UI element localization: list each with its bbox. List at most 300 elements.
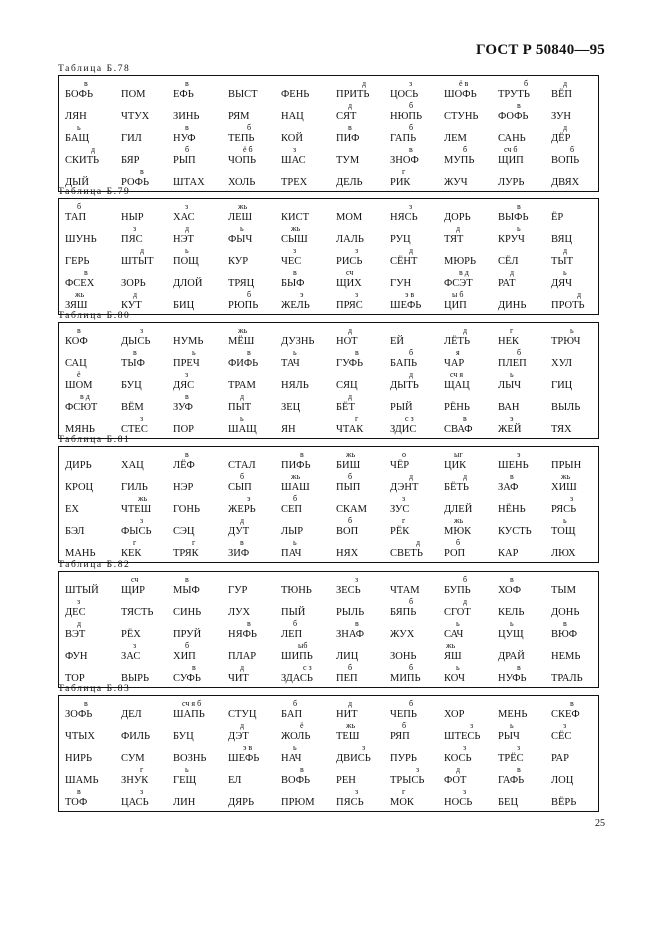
test-word: БИЦ (173, 300, 195, 311)
transcription-mark: жь (138, 494, 148, 503)
test-word: ГИЛ (121, 133, 142, 144)
transcription-mark: в (84, 699, 88, 708)
test-word: БЁТЬ (444, 482, 469, 493)
test-word: ХОЛЬ (228, 177, 256, 188)
test-word: СКЕФ (551, 709, 580, 720)
test-word: ЖУХ (390, 629, 415, 640)
test-word: ХИП (173, 651, 196, 662)
test-word: ТОЩ (551, 526, 576, 537)
test-word: ЛИН (173, 797, 196, 808)
test-word: МЮК (444, 526, 472, 537)
document-header: ГОСТ Р 50840—95 (475, 42, 605, 58)
test-word: ЯШ (444, 651, 462, 662)
test-word: ЖУЧ (444, 177, 468, 188)
test-word: СЁНТ (390, 256, 418, 267)
test-word: ВЭТ (65, 629, 86, 640)
test-word: СТЕС (121, 424, 148, 435)
test-word: НУМЬ (173, 336, 204, 347)
test-word: ВОФЬ (281, 775, 311, 786)
test-word: БЭЛ (65, 526, 85, 537)
transcription-mark: сч (131, 575, 139, 584)
table-row (59, 664, 598, 686)
test-word: ГУН (390, 278, 412, 289)
test-word: ЧОПЬ (228, 155, 257, 166)
transcription-mark: б (517, 348, 522, 357)
test-word: ШТАХ (173, 177, 205, 188)
transcription-mark: ыг (454, 450, 463, 459)
test-word: ЗИНЬ (173, 111, 200, 122)
test-word: ЧТЫХ (65, 731, 95, 742)
transcription-mark: в (463, 414, 467, 423)
test-word: ШАШ (281, 482, 310, 493)
test-word: ТРЕХ (281, 177, 308, 188)
test-word: ЖОЛЬ (281, 731, 311, 742)
test-word: ДИРЬ (65, 460, 92, 471)
test-word: ЕХ (65, 504, 79, 515)
transcription-mark: г (192, 538, 196, 547)
test-word: БЯПЬ (390, 607, 417, 618)
transcription-mark: э (510, 414, 514, 423)
transcription-mark: в (517, 101, 521, 110)
test-word: ЛИЦ (336, 651, 359, 662)
transcription-mark: з (185, 370, 189, 379)
test-word: НИТ (336, 709, 358, 720)
transcription-mark: сч я б (182, 699, 202, 708)
transcription-mark: с з (405, 414, 414, 423)
transcription-mark: б (456, 538, 461, 547)
transcription-mark: б (409, 123, 414, 132)
transcription-mark: д (348, 326, 353, 335)
test-word: ЯН (281, 424, 296, 435)
test-word: КОСЬ (444, 753, 472, 764)
table-row (59, 225, 598, 247)
test-word: КЕК (121, 548, 142, 559)
table-row (59, 146, 598, 168)
test-word: СЫП (228, 482, 252, 493)
test-word: КИСТ (281, 212, 310, 223)
transcription-mark: в (348, 123, 352, 132)
transcription-mark: з (355, 575, 359, 584)
test-word: ФЫСЬ (121, 526, 152, 537)
transcription-mark: д (463, 326, 468, 335)
transcription-mark: з (140, 516, 144, 525)
transcription-mark: б (409, 699, 414, 708)
transcription-mark: ь (563, 268, 567, 277)
transcription-mark: д (563, 123, 568, 132)
test-word: САЦ (65, 358, 87, 369)
test-word: БИШ (336, 460, 361, 471)
test-word: ВЁРЬ (551, 797, 577, 808)
test-word: НОСЬ (444, 797, 473, 808)
transcription-mark: г (402, 787, 406, 796)
transcription-mark: г (355, 414, 359, 423)
table-row (59, 393, 598, 415)
test-word: ЗДИС (390, 424, 417, 435)
transcription-mark: в (247, 348, 251, 357)
transcription-mark: ь (456, 619, 460, 628)
table-caption: Таблица Б.83 (58, 684, 131, 694)
test-word: РЯСЬ (551, 504, 577, 515)
test-word: РЫЛЬ (336, 607, 365, 618)
transcription-mark: я (456, 348, 460, 357)
test-word: ЩИР (121, 585, 146, 596)
test-word: БАЩ (65, 133, 90, 144)
test-word: ШИПЬ (281, 651, 313, 662)
transcription-mark: жь (346, 721, 356, 730)
test-word: ДРАЙ (498, 651, 525, 662)
test-word: ЗОНЬ (390, 651, 417, 662)
transcription-mark: сч я (450, 370, 464, 379)
test-word: ХУЛ (551, 358, 572, 369)
transcription-mark: э (247, 494, 251, 503)
test-word: ВЮФ (551, 629, 578, 640)
transcription-mark: д (77, 619, 82, 628)
transcription-mark: з (140, 326, 144, 335)
transcription-mark: д (409, 370, 414, 379)
table-caption: Таблица Б.82 (58, 560, 131, 570)
test-word: СТУЦ (228, 709, 257, 720)
test-word: ЦУЩ (498, 629, 524, 640)
test-word: ГИЦ (551, 380, 573, 391)
table-row (59, 744, 598, 766)
test-word: БЫФ (281, 278, 305, 289)
test-word: ЗУН (551, 111, 572, 122)
test-word: ТЮНЬ (281, 585, 312, 596)
test-word: НИРЬ (65, 753, 93, 764)
test-word: ТЫФ (121, 358, 145, 369)
transcription-mark: з (563, 721, 567, 730)
test-word: ШТЫЙ (65, 585, 99, 596)
test-word: КРОЦ (65, 482, 94, 493)
test-word: МЕНЬ (498, 709, 528, 720)
test-word: ШАМЬ (65, 775, 99, 786)
test-word: ГАПЬ (390, 133, 417, 144)
transcription-mark: в (84, 268, 88, 277)
test-word: НЭТ (173, 234, 194, 245)
test-word: РЁХ (121, 629, 141, 640)
test-word: ПАЧ (281, 548, 302, 559)
table-row (59, 539, 598, 561)
test-word: ПОМ (121, 89, 146, 100)
transcription-mark: сч б (504, 145, 518, 154)
test-word: СУМ (121, 753, 145, 764)
transcription-mark: жь (446, 641, 456, 650)
transcription-mark: ь (293, 743, 297, 752)
test-word: ВЫФЬ (498, 212, 529, 223)
test-word: ХОФ (498, 585, 522, 596)
test-word: ПРЮМ (281, 797, 315, 808)
test-word: ЗУС (390, 504, 410, 515)
test-word: ЗАС (121, 651, 141, 662)
transcription-mark: в (510, 575, 514, 584)
test-word: ЗАФ (498, 482, 519, 493)
transcription-mark: д (409, 246, 414, 255)
table-caption: Таблица Б.78 (58, 64, 131, 74)
table-caption: Таблица Б.81 (58, 435, 131, 445)
test-word: ТРАМ (228, 380, 256, 391)
test-word: ЗИФ (228, 548, 250, 559)
transcription-mark: д (409, 472, 414, 481)
test-word: ЖЕЛЬ (281, 300, 310, 311)
test-word: МУПЬ (444, 155, 475, 166)
word-table (58, 75, 599, 192)
table-row (59, 517, 598, 539)
test-word: ГЕРЬ (65, 256, 90, 267)
transcription-mark: сч (346, 268, 354, 277)
test-word: ТРЮЧ (551, 336, 581, 347)
table-row (59, 102, 598, 124)
test-word: КУСТЬ (498, 526, 532, 537)
test-word: ДЭНТ (390, 482, 419, 493)
test-word: БУПЬ (444, 585, 471, 596)
test-word: СИНЬ (173, 607, 202, 618)
transcription-mark: жь (238, 326, 248, 335)
transcription-mark: г (133, 538, 137, 547)
test-word: ДЕЛ (121, 709, 142, 720)
table-row (59, 576, 598, 598)
test-word: ПЫП (336, 482, 361, 493)
test-word: ЛЯН (65, 111, 87, 122)
transcription-mark: з (362, 743, 366, 752)
transcription-mark: д (463, 597, 468, 606)
test-word: САНЬ (498, 133, 526, 144)
test-word: ПЫЙ (281, 607, 306, 618)
transcription-mark: з (463, 787, 467, 796)
transcription-mark: б (77, 202, 82, 211)
transcription-mark: ь (456, 663, 460, 672)
test-word: РЫЧ (498, 731, 520, 742)
transcription-mark: д (140, 246, 145, 255)
test-word: СВАФ (444, 424, 473, 435)
test-word: РАР (551, 753, 569, 764)
test-word: ХАС (173, 212, 195, 223)
transcription-mark: д (510, 268, 515, 277)
transcription-mark: д (348, 101, 353, 110)
test-word: НЫР (121, 212, 144, 223)
transcription-mark: в (192, 663, 196, 672)
transcription-mark: в (563, 619, 567, 628)
test-word: СЕП (281, 504, 302, 515)
table-row (59, 598, 598, 620)
test-word: ГУР (228, 585, 248, 596)
test-word: СВЕТЬ (390, 548, 423, 559)
test-word: ФОФЬ (498, 111, 529, 122)
test-word: ЧТАМ (390, 585, 420, 596)
test-word: ШЕФЬ (390, 300, 422, 311)
test-word: СКИТЬ (65, 155, 100, 166)
test-word: ВАН (498, 402, 520, 413)
test-word: ПИФЬ (281, 460, 311, 471)
test-word: ЗЯШ (65, 300, 88, 311)
test-word: БЯР (121, 155, 140, 166)
test-word: ЧЕПЬ (390, 709, 417, 720)
test-word: СЯЦ (336, 380, 358, 391)
test-word: МОМ (336, 212, 363, 223)
table-caption: Таблица Б.80 (58, 311, 131, 321)
test-word: ХОР (444, 709, 465, 720)
test-word: НЯФЬ (228, 629, 257, 640)
test-word: ПИФ (336, 133, 360, 144)
transcription-mark: в (185, 450, 189, 459)
test-word: ТЯХ (551, 424, 572, 435)
transcription-mark: ь (240, 224, 244, 233)
test-word: СЭЦ (173, 526, 195, 537)
test-word: ЧЁР (390, 460, 410, 471)
test-word: ЗЕЦ (281, 402, 301, 413)
transcription-mark: д (577, 290, 582, 299)
transcription-mark: в д (80, 392, 90, 401)
transcription-mark: ь (240, 414, 244, 423)
transcription-mark: в (409, 145, 413, 154)
test-word: НЕМЬ (551, 651, 581, 662)
transcription-mark: в (140, 167, 144, 176)
transcription-mark: з (409, 202, 413, 211)
table-row (59, 349, 598, 371)
test-word: ПУРЬ (390, 753, 417, 764)
test-word: СЁС (551, 731, 572, 742)
test-word: ЧИТ (228, 673, 249, 684)
test-word: ЛЮХ (551, 548, 576, 559)
test-word: ДЯРЬ (228, 797, 255, 808)
transcription-mark: ь (293, 538, 297, 547)
transcription-mark: в (300, 765, 304, 774)
transcription-mark: з (463, 743, 467, 752)
transcription-mark: б (348, 516, 353, 525)
test-word: БОФЬ (65, 89, 93, 100)
transcription-mark: д (362, 79, 367, 88)
transcription-mark: э в (405, 290, 415, 299)
test-word: ТРАЛЬ (551, 673, 583, 684)
transcription-mark: б (185, 145, 190, 154)
test-word: НАЦ (281, 111, 304, 122)
test-word: ПЯС (121, 234, 143, 245)
test-word: ПЛАР (228, 651, 257, 662)
test-word: БАПЬ (390, 358, 418, 369)
table-row (59, 168, 598, 190)
transcription-mark: з (355, 787, 359, 796)
test-word: ЧТЕШ (121, 504, 152, 515)
test-word: ЛЁТЬ (444, 336, 470, 347)
test-word: РИК (390, 177, 411, 188)
test-word: ДЫЙ (65, 177, 89, 188)
test-word: ЛЕП (281, 629, 303, 640)
test-word: ДЛОЙ (173, 278, 203, 289)
transcription-mark: з (416, 765, 420, 774)
transcription-mark: ё б (243, 145, 253, 154)
test-word: ЕФЬ (173, 89, 194, 100)
test-word: ДЕС (65, 607, 86, 618)
test-word: ПЕП (336, 673, 358, 684)
transcription-mark: ё (300, 721, 304, 730)
test-word: РАТ (498, 278, 516, 289)
test-word: ЕЛ (228, 775, 242, 786)
test-word: ДЭТ (228, 731, 249, 742)
test-word: КЕЛЬ (498, 607, 525, 618)
test-word: ШЕНЬ (498, 460, 529, 471)
test-word: САЧ (444, 629, 464, 640)
test-word: КАР (498, 548, 519, 559)
test-word: РУЦ (390, 234, 411, 245)
transcription-mark: в (517, 202, 521, 211)
transcription-mark: з (402, 494, 406, 503)
table-row (59, 203, 598, 225)
transcription-mark: жь (291, 224, 301, 233)
test-word: РЁНЬ (444, 402, 470, 413)
transcription-mark: б (293, 494, 298, 503)
transcription-mark: в (510, 472, 514, 481)
test-word: ДЫСЬ (121, 336, 151, 347)
transcription-mark: э (300, 290, 304, 299)
transcription-mark: д (133, 290, 138, 299)
test-word: ДОНЬ (551, 607, 580, 618)
transcription-mark: в (293, 268, 297, 277)
test-word: МЯНЬ (65, 424, 95, 435)
test-word: ЩАЦ (444, 380, 470, 391)
transcription-mark: ь (510, 721, 514, 730)
test-word: ФУН (65, 651, 88, 662)
test-word: ВЁП (551, 89, 572, 100)
test-word: ЛУХ (228, 607, 251, 618)
test-word: ЁР (551, 212, 564, 223)
test-word: ТАЧ (281, 358, 300, 369)
transcription-mark: в д (459, 268, 469, 277)
transcription-mark: д (240, 392, 245, 401)
transcription-mark: ь (510, 619, 514, 628)
transcription-mark: жь (75, 290, 85, 299)
transcription-mark: ё (77, 370, 81, 379)
word-table (58, 198, 599, 315)
test-word: ЧТАК (336, 424, 364, 435)
transcription-mark: в (240, 538, 244, 547)
transcription-mark: д (348, 699, 353, 708)
test-word: СГОТ (444, 607, 471, 618)
table-row (59, 247, 598, 269)
test-word: БАП (281, 709, 303, 720)
transcription-mark: д (456, 765, 461, 774)
transcription-mark: в (84, 79, 88, 88)
test-word: КРУЧ (498, 234, 525, 245)
transcription-mark: жь (291, 472, 301, 481)
test-word: ЛЁФ (173, 460, 195, 471)
transcription-mark: жь (238, 202, 248, 211)
transcription-mark: с з (303, 663, 312, 672)
test-word: ПЛЕП (498, 358, 527, 369)
transcription-mark: в (77, 326, 81, 335)
test-word: ДВИСЬ (336, 753, 371, 764)
test-word: РЁК (390, 526, 410, 537)
test-word: ТУМ (336, 155, 360, 166)
test-word: ПРОТЬ (551, 300, 585, 311)
test-word: ФИЛЬ (121, 731, 151, 742)
test-word: ДЯС (173, 380, 195, 391)
test-word: ГУФЬ (336, 358, 364, 369)
test-word: НОТ (336, 336, 358, 347)
test-word: ТЯТ (444, 234, 464, 245)
transcription-mark: б (247, 123, 252, 132)
test-word: ВЫЛЬ (551, 402, 581, 413)
test-word: ЛАЛЬ (336, 234, 364, 245)
test-word: СКАМ (336, 504, 367, 515)
test-word: ЦИП (444, 300, 467, 311)
test-word: БУЦ (121, 380, 142, 391)
transcription-mark: д (348, 392, 353, 401)
test-word: РЮПЬ (228, 300, 259, 311)
transcription-mark: б (463, 145, 468, 154)
test-word: ТОФ (65, 797, 88, 808)
transcription-mark: ь (185, 246, 189, 255)
word-table (58, 571, 599, 688)
test-word: ЛЫР (281, 526, 304, 537)
